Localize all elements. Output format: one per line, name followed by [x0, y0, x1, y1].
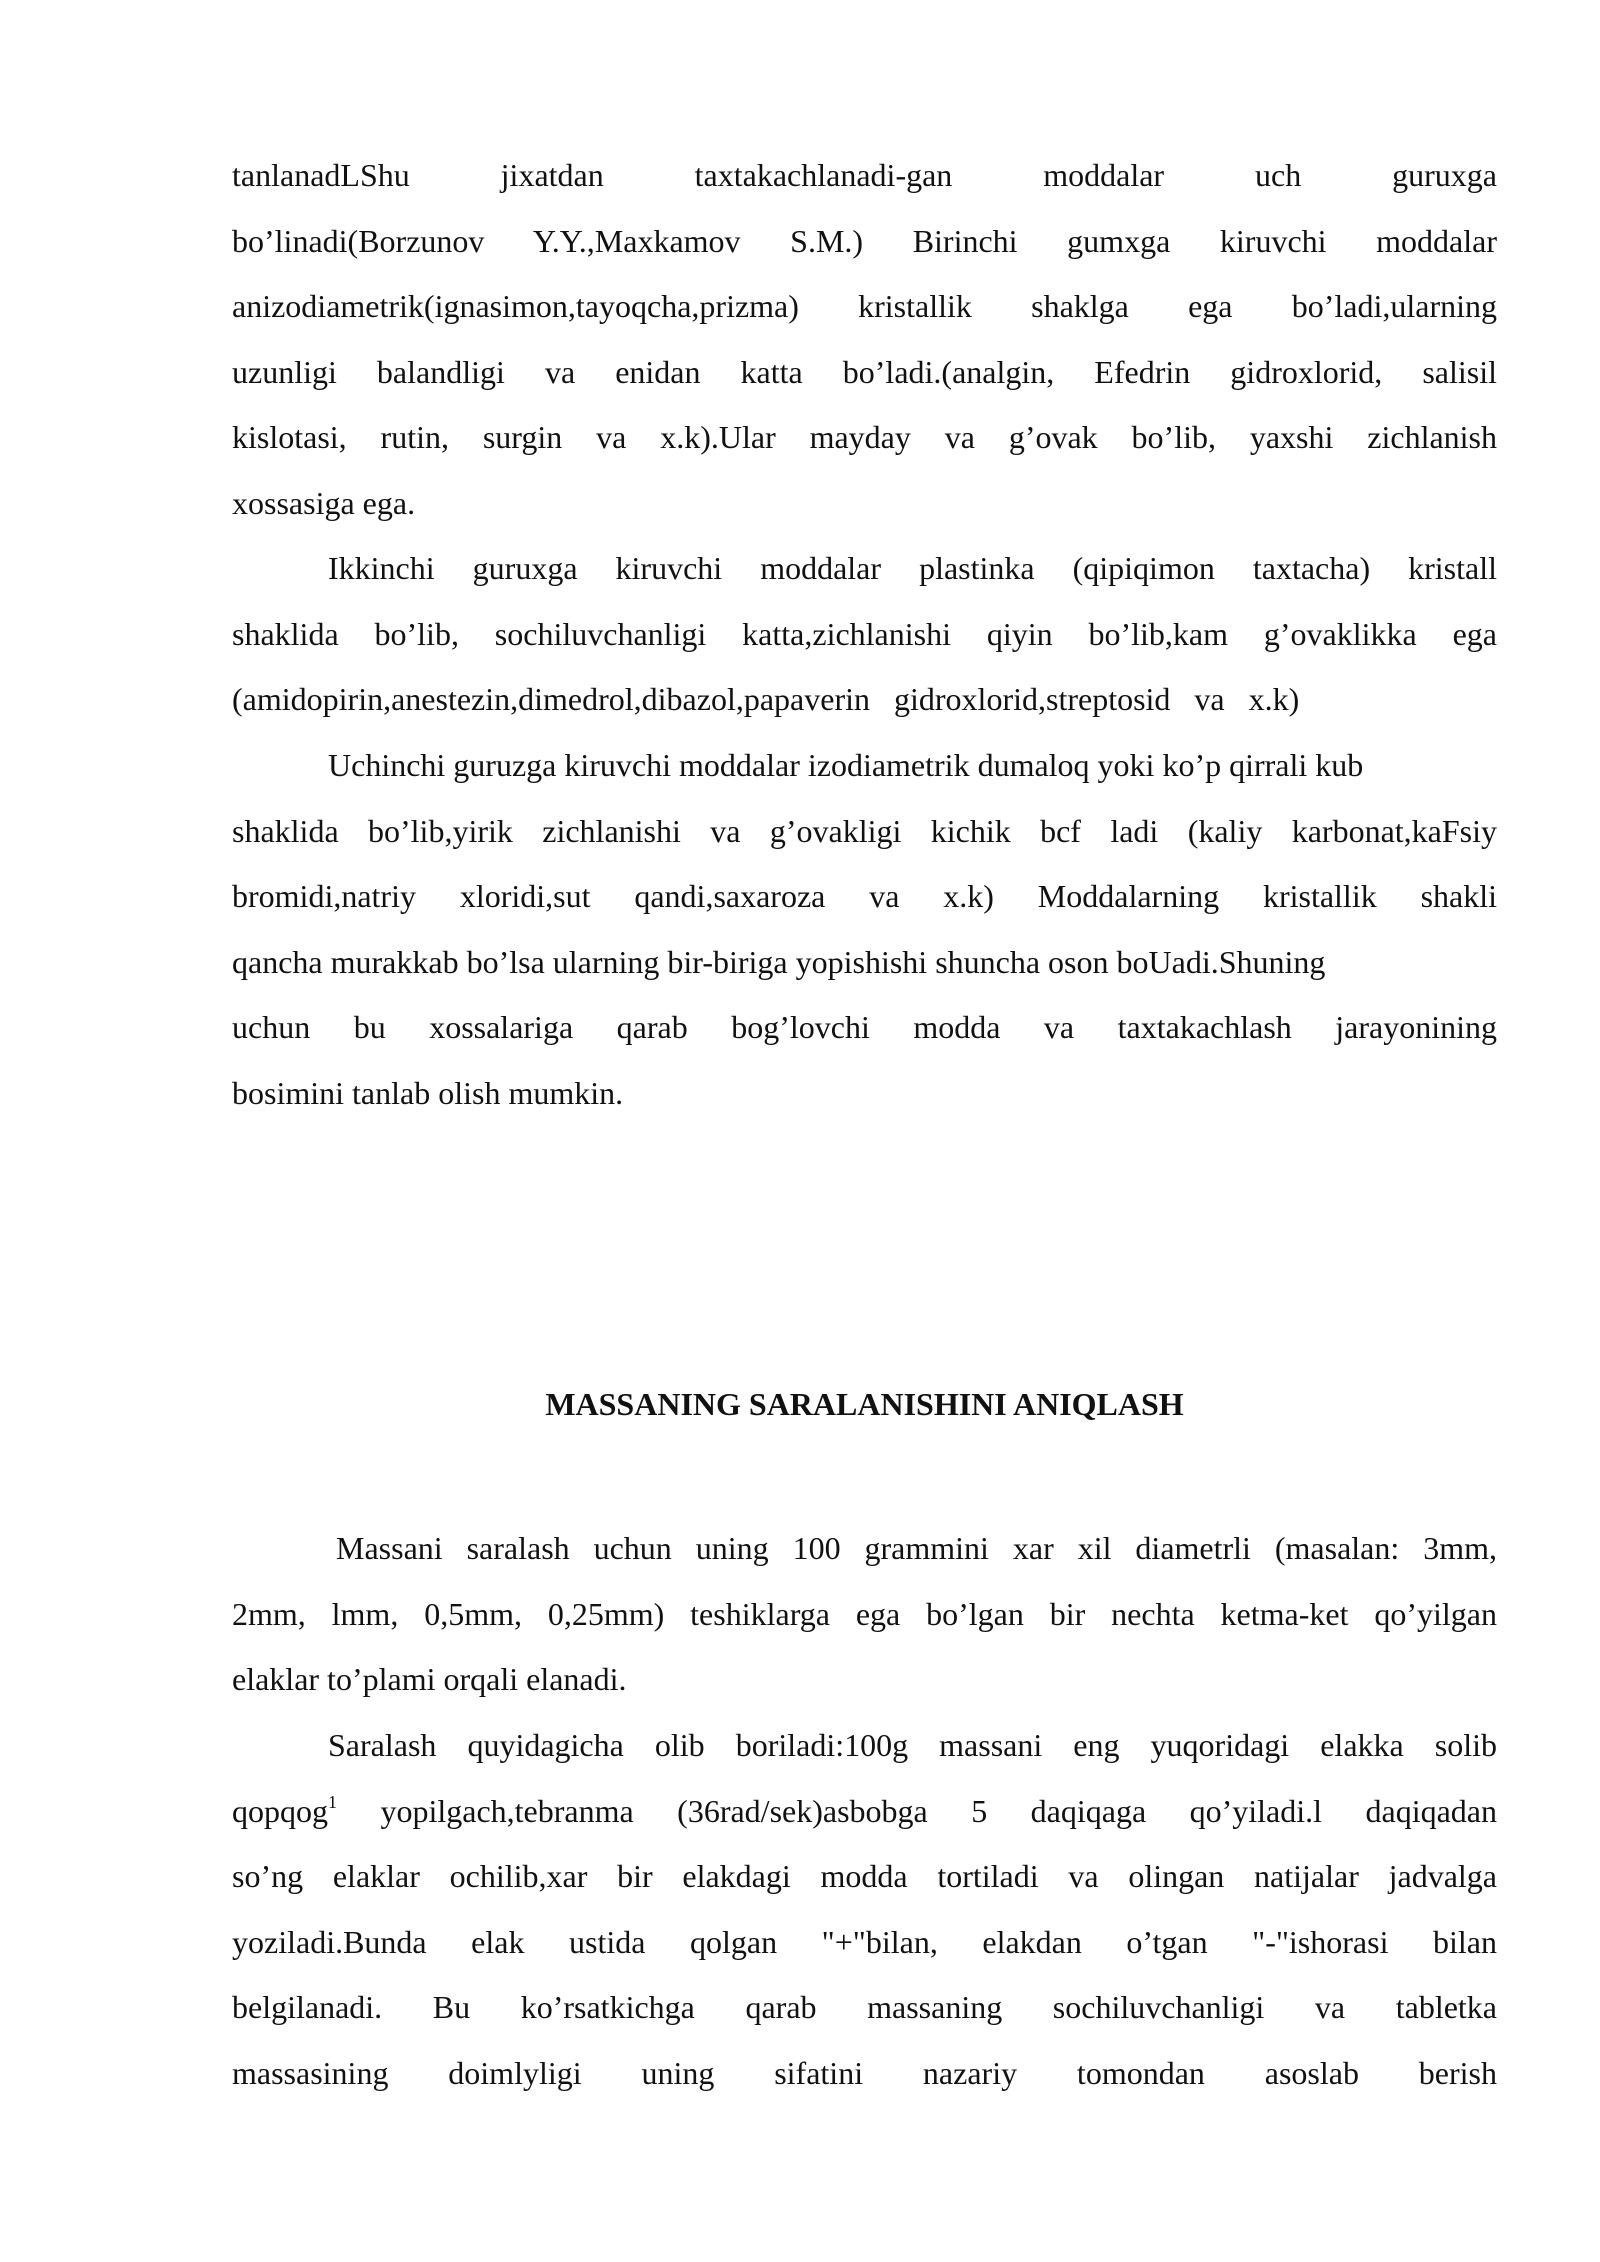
paragraph-1-line: tanlanadLShu jixatdan taxtakachlanadi-gan moddalar uch guruxga — [232, 157, 1497, 193]
paragraph-1 — [232, 143, 1497, 536]
section-heading: MASSANING SARALANISHINI ANIQLASH — [545, 1386, 1184, 1422]
paragraph-2-line: Ikkinchi guruxga kiruvchi moddalar plastinka (qipiqimon taxtacha) kristall — [328, 550, 1497, 586]
paragraph-5-line: Saralash quyidagicha olib boriladi:100g massani eng yuqoridagi elakka solib — [328, 1727, 1497, 1763]
paragraph-4-line: elaklar to’plami orqali elanadi. — [232, 1661, 627, 1697]
paragraph-3-line: qancha murakkab bo’lsa ularning bir-biriga yopishishi shuncha oson boUadi.Shuning — [232, 943, 1326, 980]
paragraph-3-line: Uchinchi guruzga kiruvchi moddalar izodiametrik dumaloq yoki ko’p qirrali kub — [328, 747, 1364, 783]
paragraph-4-line: Massani saralash uchun uning 100 grammini xar xil diametrli (masalan: 3mm, — [336, 1530, 1497, 1566]
paragraph-3-line: uchun bu xossalariga qarab bog’lovchi modda va taxtakachlash jarayonining — [232, 1009, 1497, 1045]
paragraph-4 — [232, 1516, 1497, 1713]
paragraph-3-line: shaklida bo’lib,yirik zichlanishi va g’ovakligi kichik bcf ladi (kaliy karbonat,kaFsiy — [232, 812, 1497, 849]
paragraph-5-line — [232, 1779, 1497, 1845]
paragraph-1-line: uzunligi balandligi va enidan katta bo’ladi.(analgin, Efedrin gidroxlorid, salisil — [232, 353, 1497, 390]
paragraph-1-line: bo’linadi(Borzunov Y.Y.,Maxkamov S.M.) Birinchi gumxga kiruvchi moddalar — [232, 222, 1497, 259]
paragraph-5-line-start: qopqog — [232, 1792, 328, 1829]
paragraph-4-line: 2mm, lmm, 0,5mm, 0,25mm) teshiklarga ega bo’lgan bir nechta ketma-ket qo’yilgan — [232, 1595, 1497, 1632]
paragraph-3-line: bromidi,natriy xloridi,sut qandi,saxaroza va x.k) Moddalarning kristallik shakli — [232, 878, 1497, 914]
paragraph-5-line: massasining doimlyligi uning sifatini nazariy tomondan asoslab berish — [232, 2054, 1497, 2091]
paragraph-5-line-end: yopilgach,tebranma (36rad/sek)asbobga 5 daqiqaga qo’yiladi.l daqiqadan — [337, 1792, 1497, 1829]
paragraph-2 — [232, 536, 1497, 733]
paragraph-1-line: kislotasi, rutin, surgin va x.k).Ular mayday va g’ovak bo’lib, yaxshi zichlanish — [232, 419, 1497, 455]
paragraph-1-line: anizodiametrik(ignasimon,tayoqcha,prizma) kristallik shaklga ega bo’ladi,ularning — [232, 288, 1497, 324]
paragraph-3-line: bosimini tanlab olish mumkin. — [232, 1074, 624, 1111]
paragraph-2-line: shaklida bo’lib, sochiluvchanligi katta,zichlanishi qiyin bo’lib,kam g’ovaklikka ega — [232, 615, 1497, 652]
paragraph-2-line: (amidopirin,anestezin,dimedrol,dibazol,papaverin gidroxlorid,streptosid va x.k) — [232, 681, 1300, 717]
paragraph-5-line: belgilanadi. Bu ko’rsatkichga qarab massaning sochiluvchanligi va tabletka — [232, 1989, 1497, 2025]
paragraph-5-line: yoziladi.Bunda elak ustida qolgan "+"bilan, elakdan o’tgan "-"ishorasi bilan — [232, 1923, 1497, 1960]
paragraph-1-line: xossasiga ega. — [232, 484, 416, 521]
paragraph-5-line: so’ng elaklar ochilib,xar bir elakdagi modda tortiladi va olingan natijalar jadvalga — [232, 1858, 1497, 1894]
footnote-mark: 1 — [328, 1791, 337, 1812]
paragraph-3 — [232, 733, 1497, 1126]
paragraph-5 — [232, 1713, 1497, 2106]
